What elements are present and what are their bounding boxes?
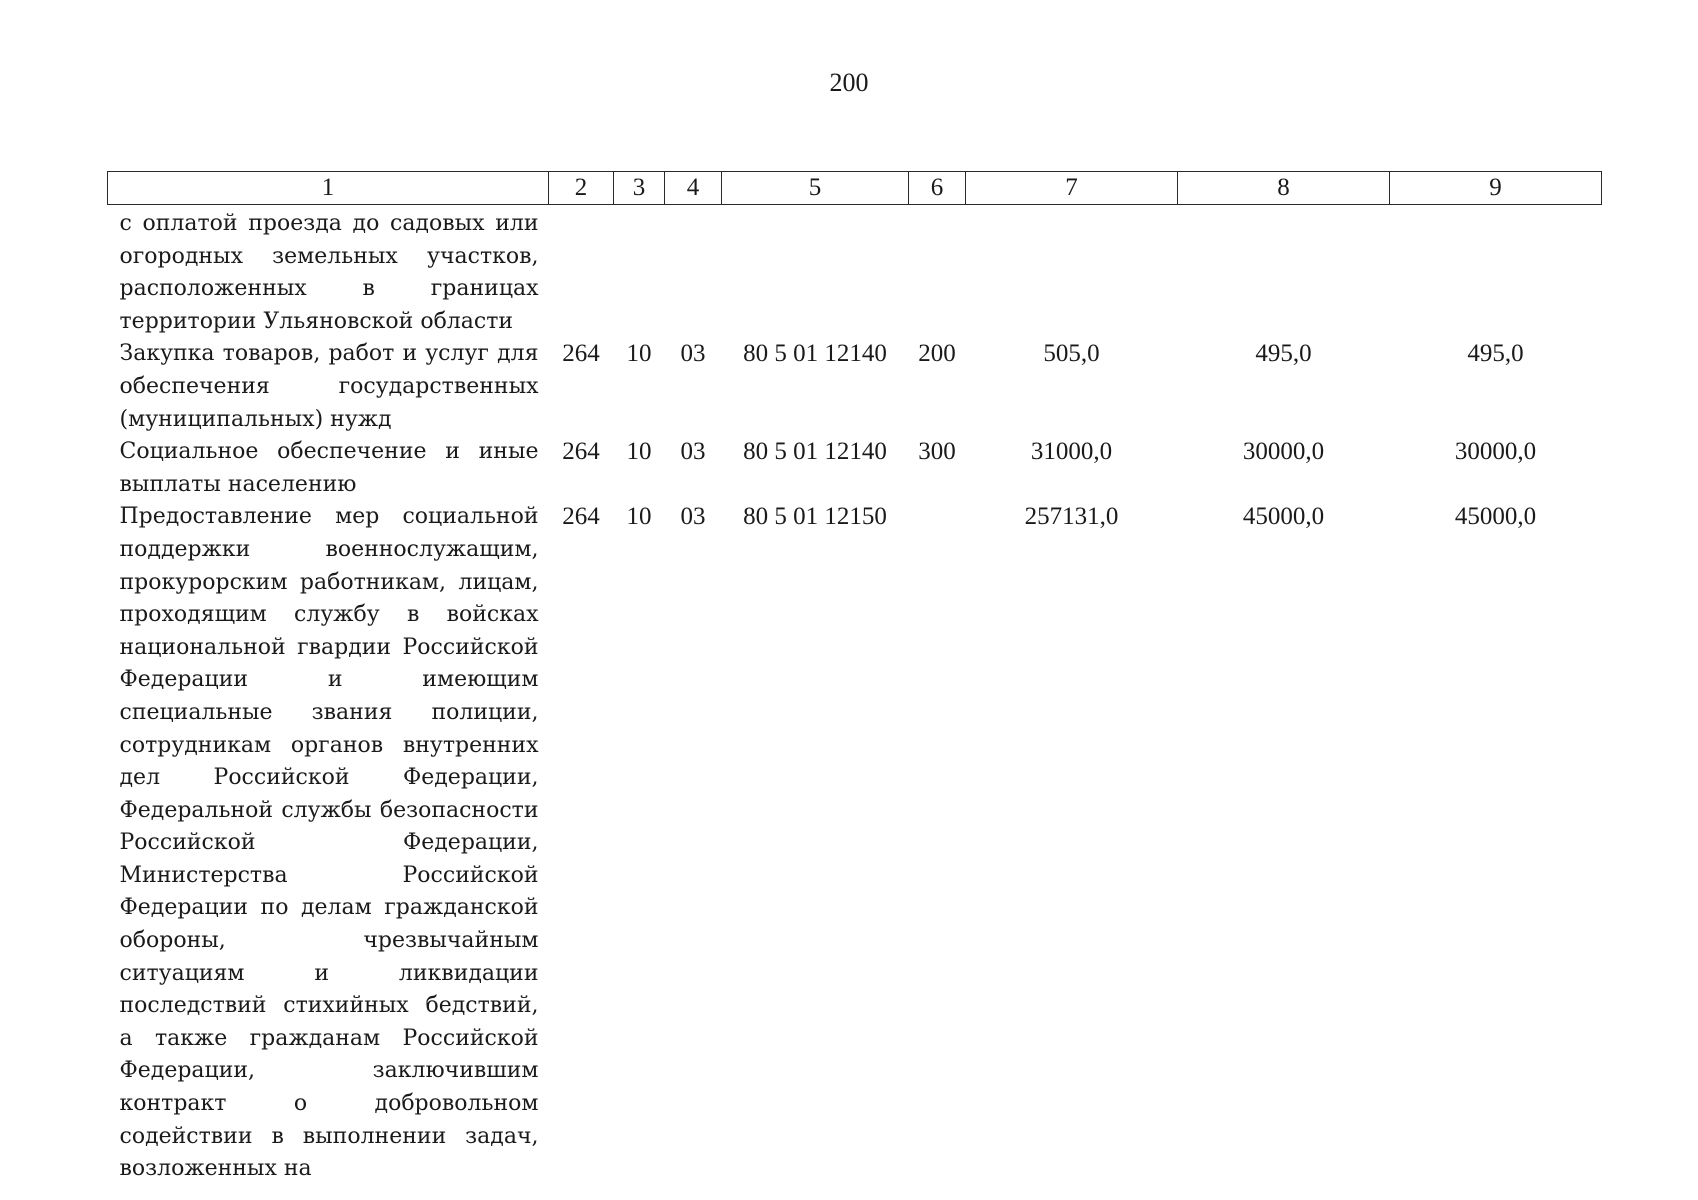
column-header-1: 1: [108, 172, 549, 205]
page-number: 200: [829, 68, 869, 97]
column-header-6: 6: [909, 172, 966, 205]
column-header-3: 3: [614, 172, 665, 205]
cell-section: [614, 205, 665, 339]
cell-amount-9: 45000,0: [1454, 503, 1537, 531]
table-row: [108, 501, 1602, 1185]
row-description: Социальное обеспечение и иные выплаты населению: [119, 439, 539, 497]
cell-section: 10: [626, 503, 652, 531]
table-row: [108, 436, 1602, 501]
cell-expense-type: [909, 501, 966, 1185]
table-header-row: [108, 172, 1602, 205]
cell-amount-7: [966, 205, 1178, 339]
cell-subsection: 03: [680, 340, 706, 368]
row-description: Предоставление мер социальной поддержки военнослужащим, прокурорским работникам, лицам, проходящим службу в войсках национальной гвардии Российской Федерации и имеющим специальные звания полиции, сотрудникам органов внутренних дел Российской Федерации, Федеральной службы безопасности Российской Федерации, Министерства Российской Федерации по делам гражданской обороны, чрезвычайным ситуациям и ликвидации последствий стихийных бедствий, а также гражданам Российской Федерации, заключившим контракт о добровольном содействии в выполнении задач, возложенных на: [119, 504, 539, 1182]
table-row: [108, 338, 1602, 436]
row-description: Закупка товаров, работ и услуг для обеспечения государственных (муниципальных) нужд: [119, 341, 539, 432]
cell-amount-8: [1178, 205, 1390, 339]
cell-amount-7: 505,0: [1043, 340, 1100, 368]
cell-expense-type: 300: [918, 438, 956, 466]
cell-amount-8: 45000,0: [1242, 503, 1325, 531]
row-description: с оплатой проезда до садовых или огородных земельных участков, расположенных в границах территории Ульяновской области: [119, 211, 539, 334]
cell-amount-7: 31000,0: [1030, 438, 1113, 466]
cell-amount-9: 495,0: [1467, 340, 1524, 368]
column-header-7: 7: [966, 172, 1178, 205]
cell-amount-8: 495,0: [1255, 340, 1312, 368]
cell-amount-9: 30000,0: [1454, 438, 1537, 466]
cell-code: 264: [562, 438, 600, 466]
cell-target-article: 80 5 01 12140: [743, 340, 887, 368]
cell-expense-type: 200: [918, 340, 956, 368]
column-header-8: 8: [1178, 172, 1390, 205]
cell-target-article: 80 5 01 12150: [743, 503, 887, 531]
column-header-2: 2: [549, 172, 614, 205]
cell-amount-9: [1390, 205, 1602, 339]
cell-code: 264: [562, 503, 600, 531]
cell-subsection: [665, 205, 722, 339]
cell-amount-8: 30000,0: [1242, 438, 1325, 466]
cell-section: 10: [626, 438, 652, 466]
column-header-5: 5: [722, 172, 909, 205]
cell-subsection: 03: [680, 438, 706, 466]
cell-target-article: [722, 205, 909, 339]
cell-subsection: 03: [680, 503, 706, 531]
column-header-9: 9: [1390, 172, 1602, 205]
cell-code: [549, 205, 614, 339]
cell-code: 264: [562, 340, 600, 368]
cell-amount-7: 257131,0: [1024, 503, 1119, 531]
cell-section: 10: [626, 340, 652, 368]
cell-target-article: 80 5 01 12140: [743, 438, 887, 466]
column-header-4: 4: [665, 172, 722, 205]
table-row: [108, 205, 1602, 339]
cell-expense-type: [909, 205, 966, 339]
budget-table: [107, 171, 1602, 1186]
